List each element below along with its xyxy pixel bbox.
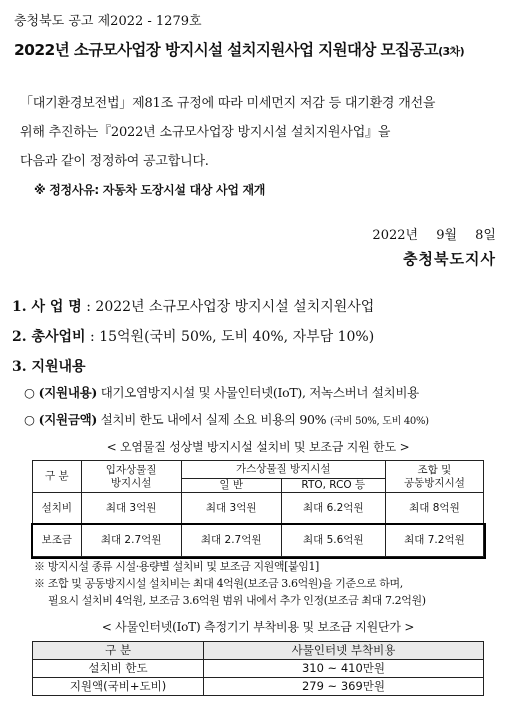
support-content-value: 대기오염방지시설 및 사물인터넷(IoT), 저녹스버너 설치비용 [100, 385, 419, 400]
section-1-label: 1. 사 업 명 [12, 299, 82, 315]
notice-date: 2022년 9월 8일 [372, 228, 496, 243]
support-content-label: ○ (지원내용) [24, 385, 97, 400]
table2-cell: 설치비 한도 [33, 660, 204, 678]
table2-cell: 지원액(국비+도비) [33, 678, 204, 696]
table1-header-gubun: 구 분 [33, 461, 82, 493]
intro-line-2: 위해 추진하는『2022년 소규모사업장 방지시설 설치지원사업』을 [20, 125, 391, 140]
table1-caption: < 오염물질 성상별 방지시설 설치비 및 보조금 지원 한도 > [106, 440, 410, 454]
table1-header-particulate [81, 461, 181, 493]
intro-line-3: 다음과 같이 정정하여 공고합니다. [20, 154, 209, 169]
notice-number: 충청북도 공고 제2022 - 1279호 [14, 14, 202, 29]
table1-header-combined [385, 461, 483, 493]
page-title [14, 38, 464, 60]
table1-header-gas-general: 일 반 [181, 479, 281, 493]
subsidy-limit-table [32, 460, 484, 557]
section-project-name [12, 296, 374, 316]
section-total-budget [12, 326, 374, 346]
table1-cell: 최대 3억원 [181, 493, 281, 525]
support-amount-label: ○ (지원금액) [24, 412, 97, 427]
section-2-value: : 15억원(국비 50%, 도비 40%, 자부담 10%) [90, 329, 375, 345]
section-3-label: 3. 지원내용 [12, 359, 86, 375]
table1-cell: 최대 7.2억원 [385, 525, 483, 557]
section-2-label: 2. 총사업비 [12, 329, 86, 345]
table-row [33, 525, 484, 557]
table1-cell: 최대 5.6억원 [281, 525, 385, 557]
support-amount-ratio: (국비 50%, 도비 40%) [329, 416, 429, 427]
issuer: 충청북도지사 [403, 250, 496, 268]
table1-cell: 최대 6.2억원 [281, 493, 385, 525]
table2-cell: 310 ~ 410만원 [204, 660, 484, 678]
table1-header-combined-line1: 조합 및 [417, 463, 452, 476]
table1-cell: 최대 3억원 [81, 493, 181, 525]
table1-header-gas: 가스상물질 방지시설 [181, 461, 385, 479]
intro-line-1: 「대기환경보전법」제81조 규정에 따라 미세먼지 저감 등 대기환경 개선을 [20, 96, 436, 111]
note-2: ※ 조합 및 공동방지시설 설치비는 최대 4억원(보조금 3.6억원)을 기준으로 하며, [34, 577, 403, 590]
table1-cell: 보조금 [33, 525, 82, 557]
support-amount-item [24, 410, 429, 428]
table-row [33, 660, 484, 678]
table2-header-cost: 사물인터넷 부착비용 [204, 642, 484, 660]
table1-cell: 설치비 [33, 493, 82, 525]
table2-header-gubun: 구 분 [33, 642, 204, 660]
iot-cost-table [32, 641, 484, 696]
table-row [33, 493, 484, 525]
table2-caption: < 사물인터넷(IoT) 측정기기 부착비용 및 보조금 지원단가 > [101, 620, 415, 634]
table1-header-gas-rto: RTO, RCO 등 [281, 479, 385, 493]
table1-cell: 최대 8억원 [385, 493, 483, 525]
title-main: 2022년 소규모사업장 방지시설 설치지원사업 지원대상 모집공고 [14, 41, 439, 59]
table1-cell: 최대 2.7억원 [81, 525, 181, 557]
table2-cell: 279 ~ 369만원 [204, 678, 484, 696]
note-1: ※ 방지시설 종류 시설·용량별 설치비 및 보조금 지원액[붙임1] [34, 560, 319, 573]
table1-cell: 최대 2.7억원 [181, 525, 281, 557]
note-3: 필요시 설치비 4억원, 보조금 3.6억원 범위 내에서 추가 인정(보조금 최대 7.2억원) [48, 594, 426, 607]
support-content-item [24, 383, 419, 401]
table-row [33, 678, 484, 696]
table1-header-combined-line2: 공동방지시설 [404, 476, 465, 489]
table1-header-particulate-line2: 방지시설 [110, 476, 152, 489]
correction-reason: ※ 정정사유: 자동차 도장시설 대상 사업 재개 [34, 183, 266, 197]
section-1-value: : 2022년 소규모사업장 방지시설 설치지원사업 [86, 299, 375, 315]
support-amount-value: 설치비 한도 내에서 실제 소요 비용의 90% [100, 412, 327, 427]
title-suffix: (3차) [438, 45, 464, 58]
table1-header-particulate-line1: 입자상물질 [105, 463, 157, 476]
